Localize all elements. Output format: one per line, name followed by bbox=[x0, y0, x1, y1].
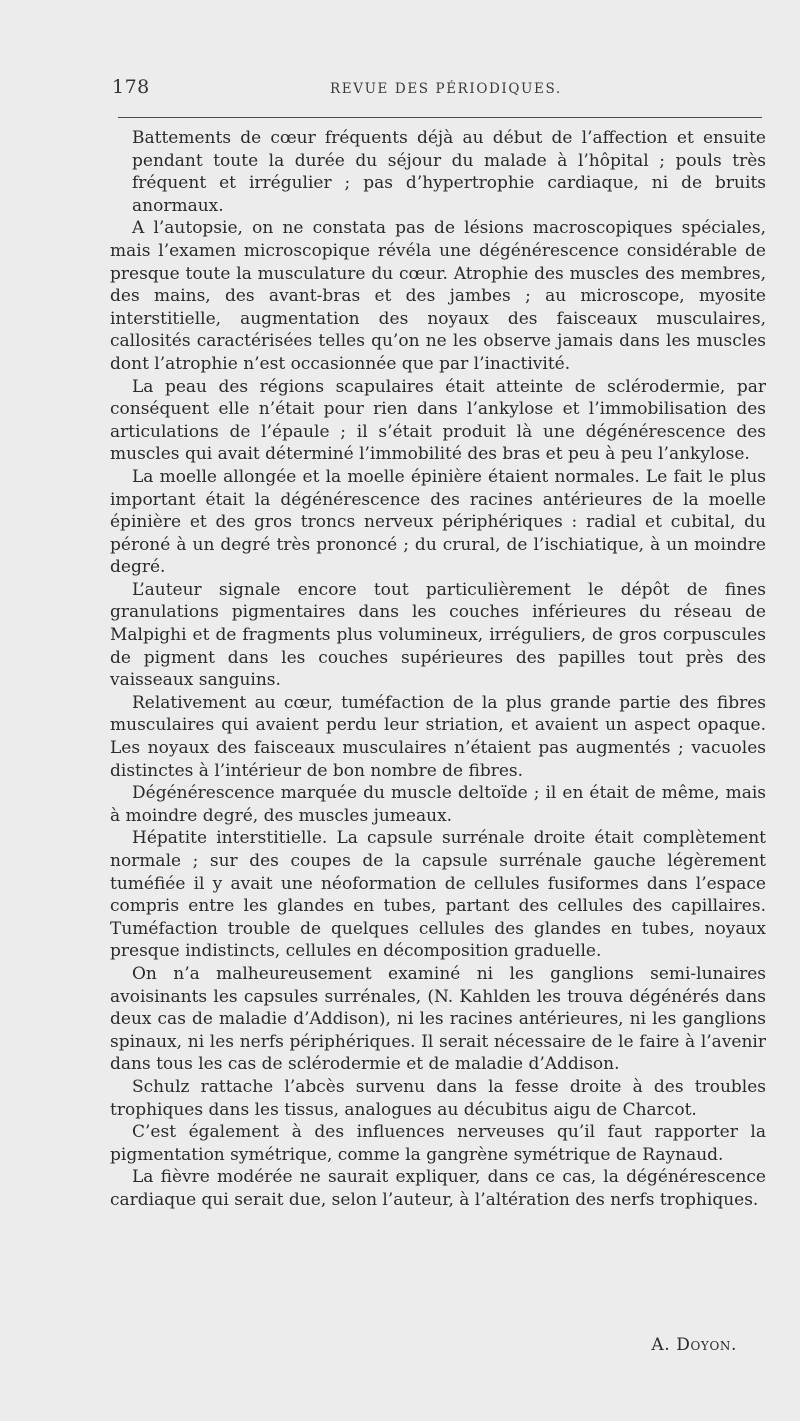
paragraph: Relativement au cœur, tuméfaction de la plus grande partie des fibres musculaires qui avaient perdu leur striation, et avaient un aspect opaque. Les noyaux des faisceaux musculaires n’étaient pas augmentés ; vacuoles distinctes à l’intérieur de bon nombre de fibres. bbox=[110, 692, 766, 781]
signature-initial: A. D bbox=[651, 1335, 691, 1355]
signature-surname: oyon. bbox=[690, 1335, 737, 1355]
article-body bbox=[110, 127, 766, 1212]
paragraph: On n’a malheureusement examiné ni les ganglions semi-lunaires avoisinants les capsules surrénales, (N. Kahlden les trouva dégénérés dans deux cas de maladie d’Addison), ni les racines antérieures, ni les ganglions spinaux, ni les nerfs périphériques. Il serait nécessaire de le faire à l’avenir dans tous les cas de sclérodermie et de maladie d’Addison. bbox=[110, 963, 766, 1075]
author-signature bbox=[651, 1335, 737, 1355]
paragraph: Schulz rattache l’abcès survenu dans la fesse droite à des troubles trophiques dans les tissus, analogues au décubitus aigu de Charcot. bbox=[110, 1076, 766, 1120]
paragraph: La peau des régions scapulaires était atteinte de sclérodermie, par conséquent elle n’était pour rien dans l’ankylose et l’immobilisation des articulations de l’épaule ; il s’était produit là une dégénérescence des muscles qui avait déterminé l’immobilité des bras et peu à peu l’ankylose. bbox=[110, 376, 766, 465]
paragraph: Hépatite interstitielle. La capsule surrénale droite était complètement normale ; sur des coupes de la capsule surrénale gauche légèrement tuméfiée il y avait une néoformation de cellules fusiformes dans l’espace compris entre les glandes en tubes, partant des cellules des capillaires. Tuméfaction trouble de quelques cellules des glandes en tubes, noyaux presque indistincts, cellules en décomposition graduelle. bbox=[110, 828, 766, 962]
paragraph: C’est également à des influences nerveuses qu’il faut rapporter la pigmentation symétrique, comme la gangrène symétrique de Raynaud. bbox=[110, 1122, 766, 1165]
paragraph: Battements de cœur fréquents déjà au début de l’affection et ensuite pendant toute la durée du séjour du malade à l’hôpital ; pouls très fréquent et irrégulier ; pas d’hypertrophie cardiaque, ni de bruits anormaux. bbox=[132, 128, 766, 216]
paragraph: A l’autopsie, on ne constata pas de lésions macroscopiques spéciales, mais l’examen microscopique révéla une dégénérescence considérable de presque toute la musculature du cœur. Atrophie des muscles des membres, des mains, des avant-bras et des jambes ; au microscope, myosite interstitielle, augmentation des noyaux des faisceaux musculaires, callosités caractérisées telles qu’on ne les observe jamais dans les muscles dont l’atrophie n’est occasionnée que par l’inactivité. bbox=[110, 218, 766, 374]
running-title: REVUE DES PÉRIODIQUES. bbox=[330, 81, 562, 97]
paragraph: Dégénérescence marquée du muscle deltoïde ; il en était de même, mais à moindre degré, des muscles jumeaux. bbox=[110, 783, 766, 826]
header-rule bbox=[118, 117, 762, 118]
page-number: 178 bbox=[112, 76, 150, 98]
paragraph: La moelle allongée et la moelle épinière étaient normales. Le fait le plus important était la dégénérescence des racines antérieures de la moelle épinière et des gros troncs nerveux périphériques : radial et cubital, du péroné à un degré très prononcé ; du crural, de l’ischiatique, à un moindre degré. bbox=[110, 466, 766, 578]
page-header bbox=[112, 76, 762, 102]
paragraph: La fièvre modérée ne saurait expliquer, dans ce cas, la dégénérescence cardiaque qui serait due, selon l’auteur, à l’altération des nerfs trophiques. bbox=[110, 1167, 766, 1210]
paragraph: L’auteur signale encore tout particulièrement le dépôt de fines granulations pigmentaires dans les couches inférieures du réseau de Malpighi et de fragments plus volumineux, irréguliers, de gros corpuscules de pigment dans les couches supérieures des papilles tout près des vaisseaux sanguins. bbox=[110, 579, 766, 691]
